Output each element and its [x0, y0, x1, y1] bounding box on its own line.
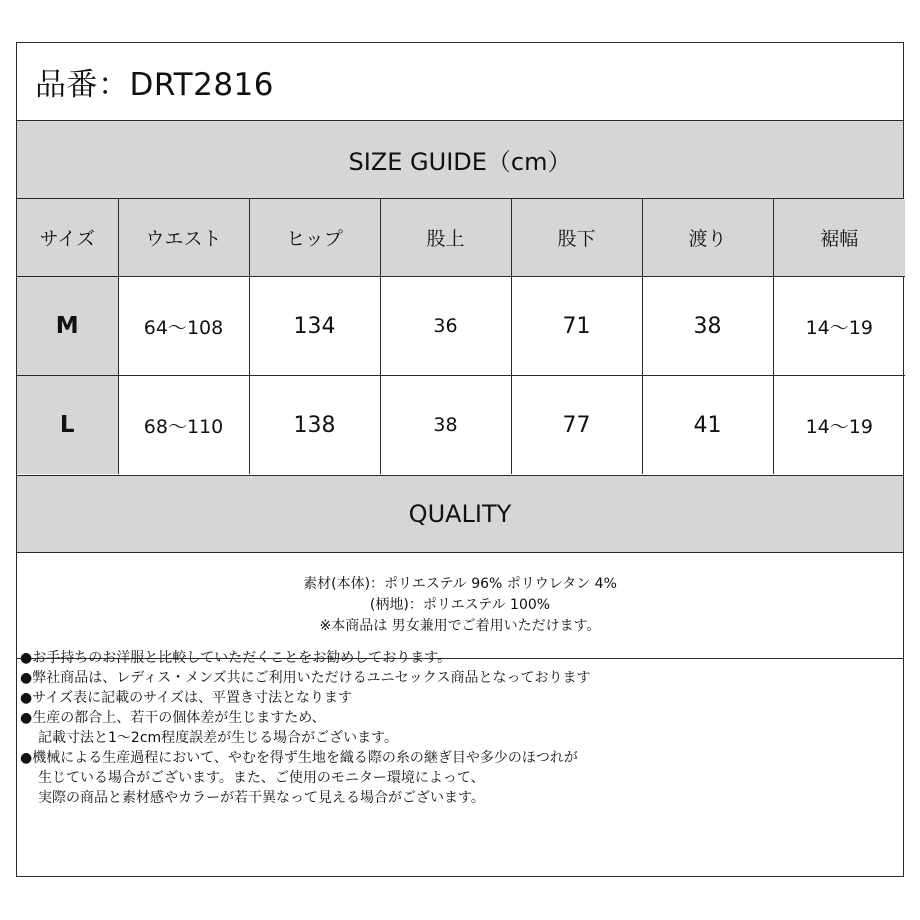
size-label: L — [17, 376, 118, 475]
header-cell: ウエスト — [118, 199, 249, 277]
material-line: (柄地)：ポリエステル 100% — [369, 597, 551, 613]
note-item: ●生産の都合上、若干の個体差が生じますため、 記載寸法と1～2cm程度誤差が生じる場合がございます。 — [20, 710, 399, 746]
header-cell: 渡り — [642, 199, 773, 277]
size-table-header — [17, 199, 905, 277]
table-cell: 38 — [642, 277, 773, 376]
table-cell: 68～110 — [118, 376, 249, 475]
notes-list — [20, 648, 870, 808]
product-code: 品番：DRT2816 — [17, 43, 903, 121]
table-cell: 71 — [511, 277, 642, 376]
table-cell: 38 — [380, 376, 511, 475]
note-item: ●機械による生産過程において、やむを得ず生地を織る際の糸の継ぎ目や多少のほつれが 生じている場合がございます。また、ご使用のモニター環境によって、 実際の商品と素材感やカラーが若干異なって見える場合がございます。 — [20, 750, 578, 806]
table-cell: 14～19 — [773, 376, 905, 475]
table-cell: 14～19 — [773, 277, 905, 376]
note-item: ●お手持ちのお洋服と比較していただくことをお勧めしております。 — [20, 650, 452, 666]
header-cell: サイズ — [17, 199, 118, 277]
size-label: M — [17, 277, 118, 376]
material-info — [17, 553, 903, 659]
size-guide-title: SIZE GUIDE（cm） — [17, 121, 903, 199]
table-cell: 77 — [511, 376, 642, 475]
unisex-note: ※本商品は 男女兼用でご着用いただけます。 — [319, 618, 601, 634]
table-row — [17, 277, 905, 376]
note-item: ●サイズ表に記載のサイズは、平置き寸法となります — [20, 690, 352, 706]
size-table — [17, 199, 905, 474]
table-cell: 41 — [642, 376, 773, 475]
header-cell: 股上 — [380, 199, 511, 277]
table-cell: 36 — [380, 277, 511, 376]
table-cell: 134 — [249, 277, 380, 376]
header-cell: 股下 — [511, 199, 642, 277]
quality-title: QUALITY — [17, 475, 903, 553]
material-line: 素材(本体)：ポリエステル 96% ポリウレタン 4% — [303, 576, 617, 592]
header-cell: 裾幅 — [773, 199, 905, 277]
table-cell: 64～108 — [118, 277, 249, 376]
table-row — [17, 376, 905, 475]
note-item: ●弊社商品は、レディス・メンズ共にご利用いただけるユニセックス商品となっております — [20, 670, 591, 686]
table-cell: 138 — [249, 376, 380, 475]
header-cell: ヒップ — [249, 199, 380, 277]
